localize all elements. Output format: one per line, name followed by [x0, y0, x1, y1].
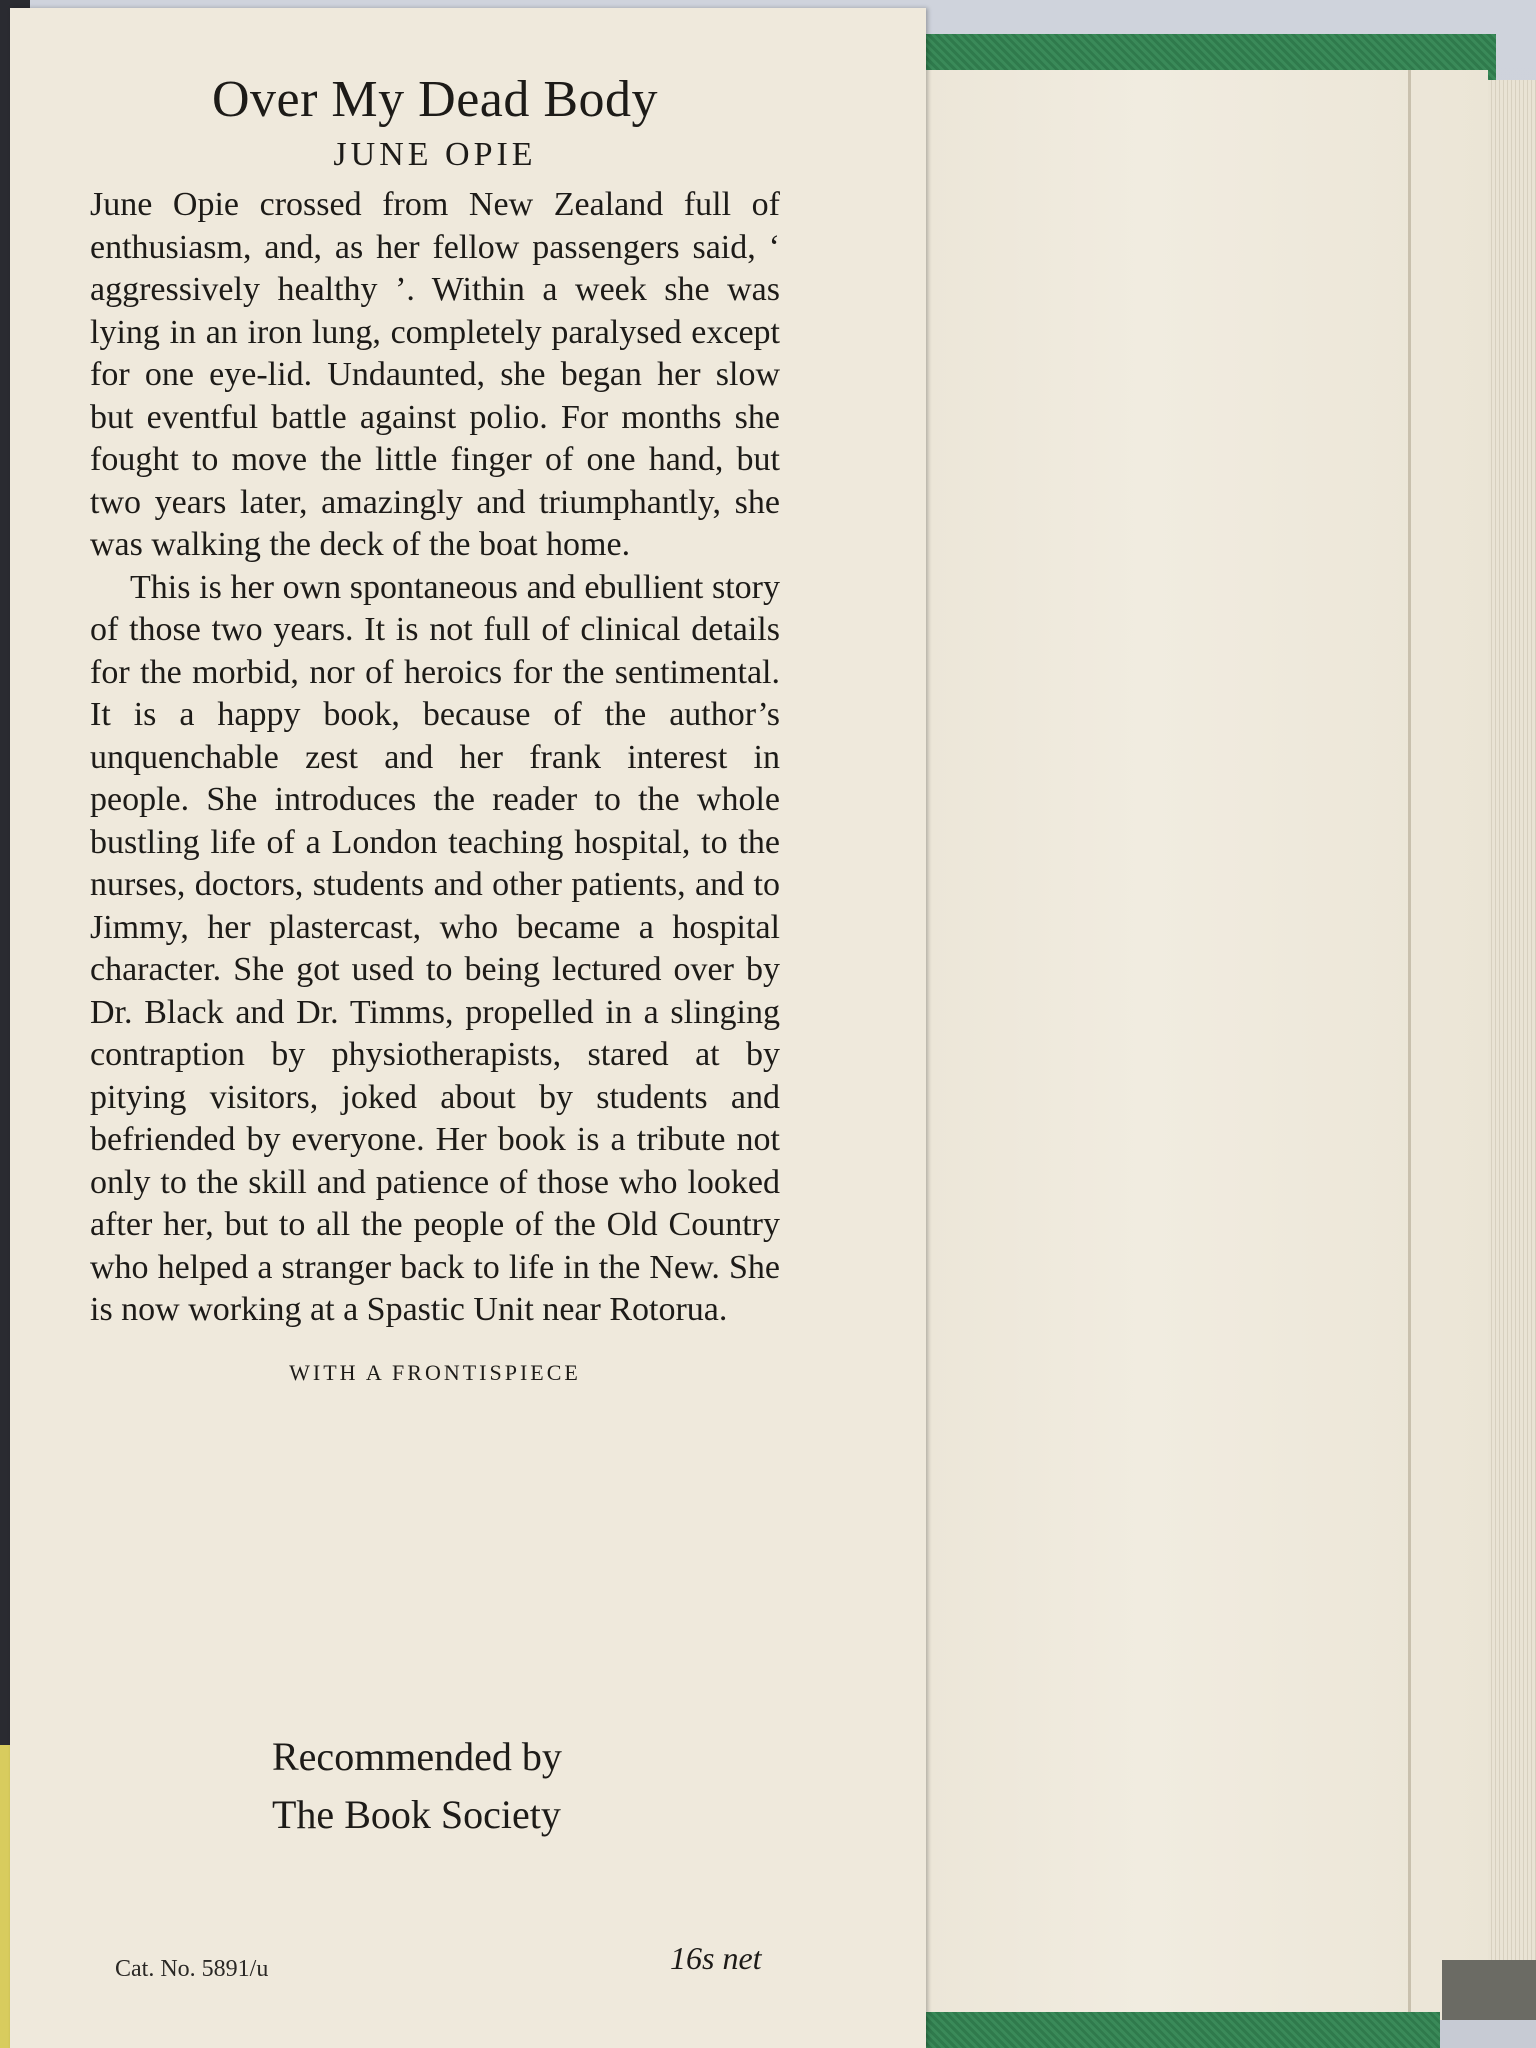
catalogue-number: Cat. No. 5891/u [115, 1956, 269, 1982]
book-author: JUNE OPIE [333, 136, 537, 173]
jacket-flap [10, 8, 926, 2048]
flap-text-block [90, 68, 780, 1386]
blurb-paragraph: This is her own spontaneous and ebullient story of those two years. It is not full of clinical details for the morbid, nor of heroics for the sentimental. It is a happy book, because of the author’s unquenchable zest and her frank interest in people. She introduces the reader to the whole bustling life of a London teaching hospital, to the nurses, doctors, students and other patients, and to Jimmy, her plastercast, who became a hospital character. She got used to being lectured over by Dr. Black and Dr. Timms, propelled in a slinging contraption by physiotherapists, stared at by pitying visitors, joked about by students and befriended by everyone. Her book is a tribute not only to the skill and patience of those who looked after her, but to all the people of the Old Country who helped a stranger back to life in the New. She is now working at a Spastic Unit near Rotorua. [90, 568, 780, 1328]
recommendation-line: The Book Society [272, 1792, 561, 1837]
recommendation [272, 1728, 562, 1844]
frontispiece-note: WITH A FRONTISPIECE [289, 1359, 581, 1385]
book-cloth-bottom [920, 2012, 1440, 2048]
blurb [90, 184, 780, 1332]
endpaper [920, 70, 1488, 2020]
page-edges [1488, 80, 1536, 1970]
recommendation-line: Recommended by [272, 1734, 562, 1779]
blurb-paragraph: June Opie crossed from New Zealand full of enthusiasm, and, as her fellow passengers said, ‘ aggressively healthy ’. Within a week she was lying in an iron lung, completely paralysed except for one eye-lid. Undaunted, she began her slow but eventful battle against polio. For months she fought to move the little finger of one hand, but two years later, amazingly and triumphantly, she was walking the deck of the boat home. [90, 186, 780, 563]
book-shadow [1442, 1960, 1536, 2020]
endpaper-fold [1408, 70, 1411, 2020]
price: 16s net [670, 1940, 762, 1976]
book-title: Over My Dead Body [211, 71, 659, 128]
